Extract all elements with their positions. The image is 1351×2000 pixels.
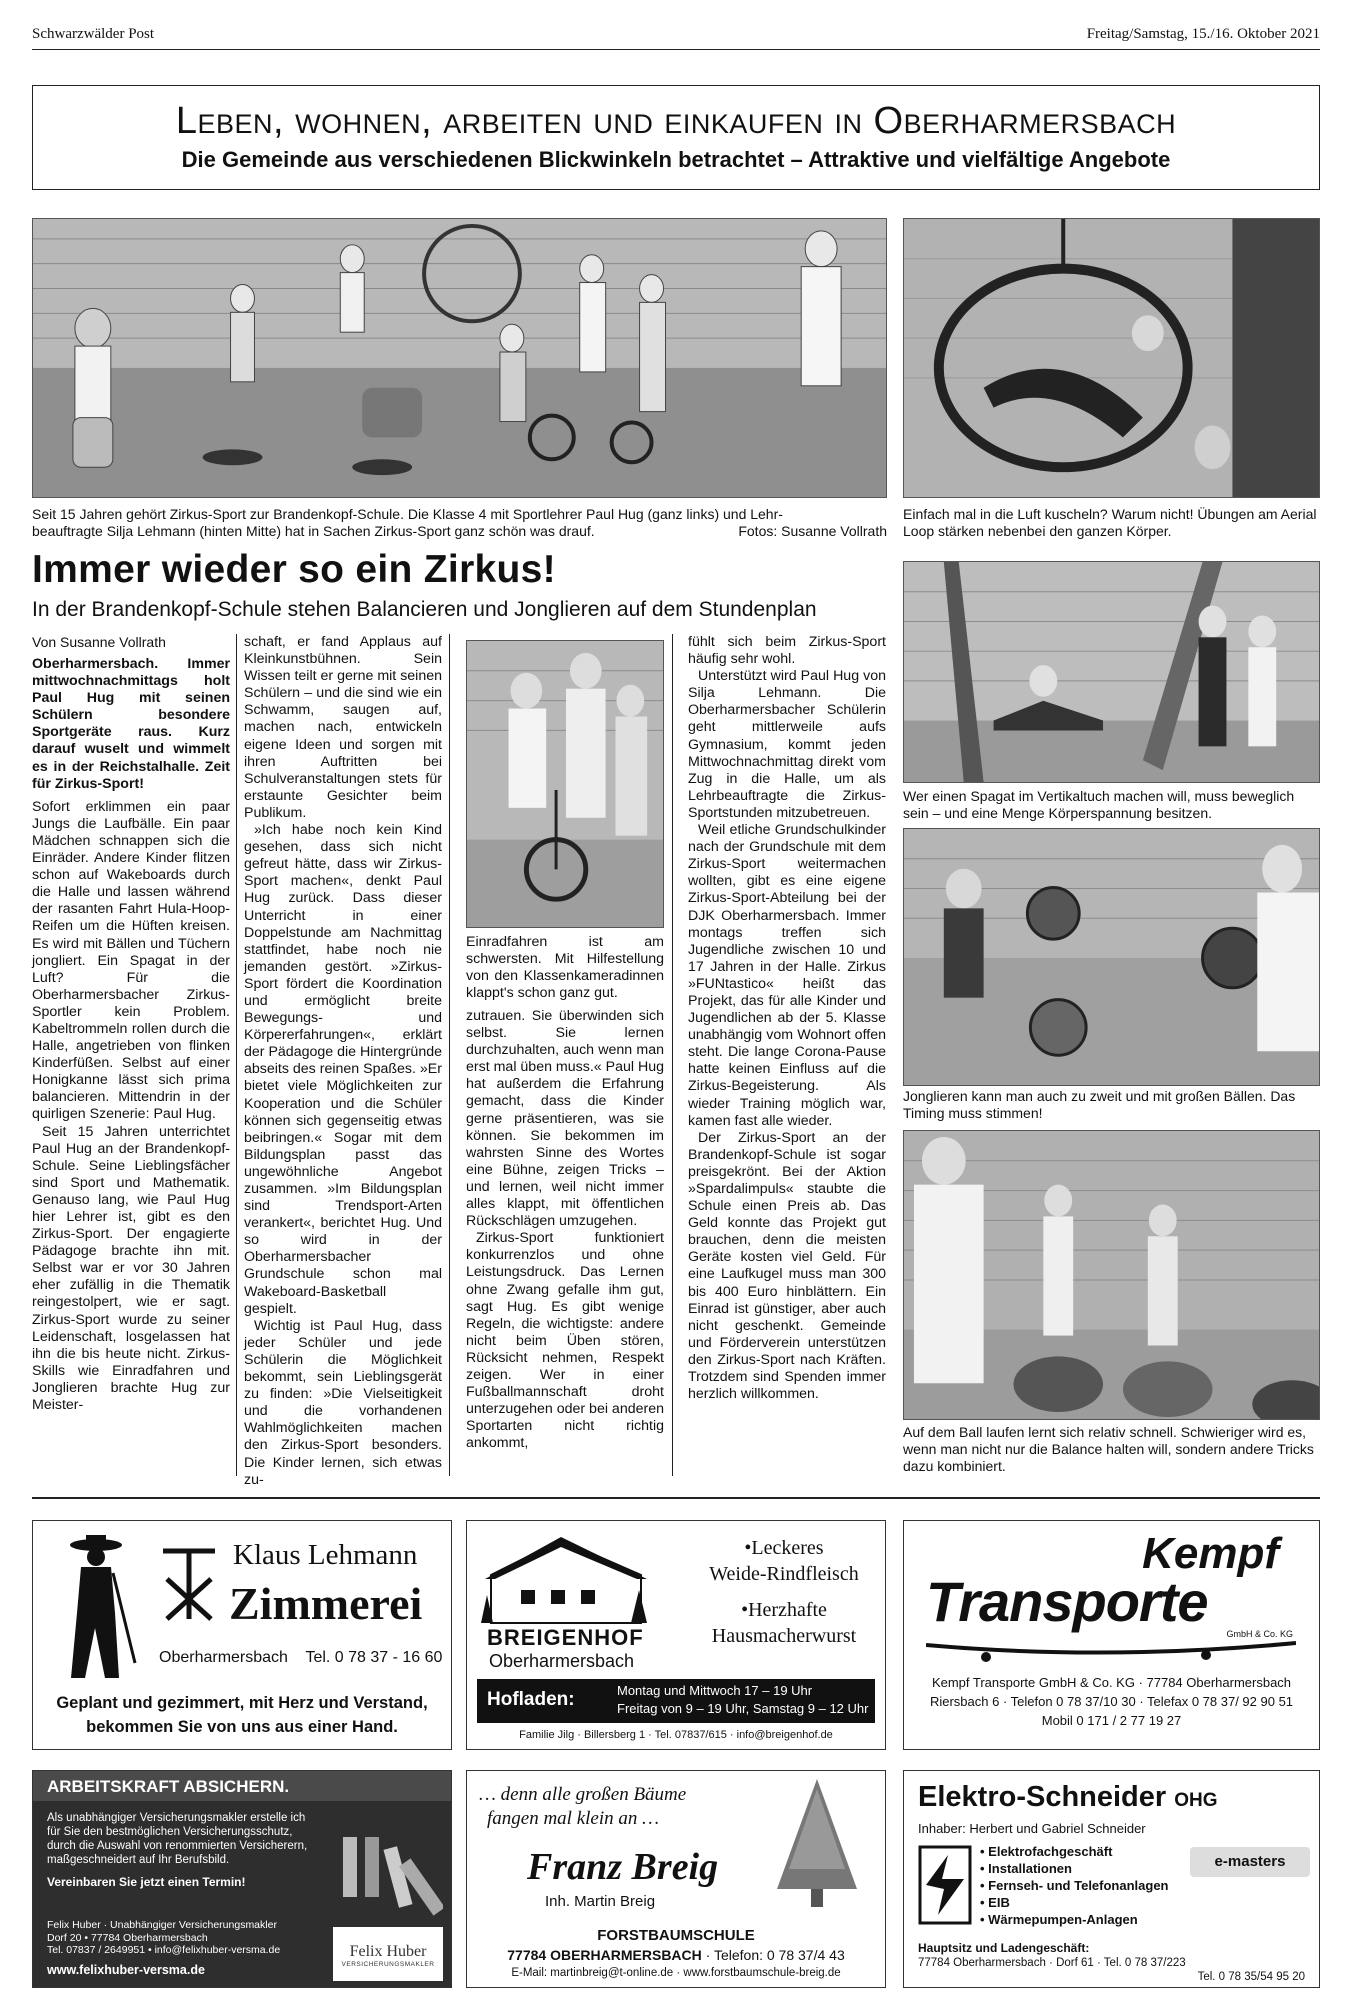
ad-breig-owner: Inh. Martin Breig	[545, 1893, 656, 1910]
ad-kempf-name: Kempf	[1142, 1529, 1279, 1578]
article-title: Immer wieder so ein Zirkus!	[32, 548, 556, 591]
ad-breigenhof: BREIGENHOF Oberharmersbach •Leckeres Weide-Rindfleisch •Herzhafte Hausmacherwurst Hofladen: Montag und Mittwoch 17 – 19 Uhr Freitag von 9 – 19 Uhr, Samstag 9 – 12 Uhr Familie Jilg · Billersberg 1 · Tel. 07837/615 · info@breigenhof.de	[466, 1520, 886, 1750]
ad-zimmerei	[32, 1520, 452, 1750]
caption-unicycle: Einradfahren ist am schwersten. Mit Hilfestellung von den Klassenkameradinnen klappt's schon ganz gut.	[466, 934, 664, 1002]
ad-breig-name: Franz Breig	[527, 1846, 719, 1888]
paragraph: schaft, er fand Applaus auf Kleinkunstbühnen. Sein Wissen teilt er gerne mit seinen Schülern – und die sind wie ein Schwamm, saugen auf, machen nach, entwickeln eigene Ideen und sorgen mit ihren Auftritten bei Schulveranstaltungen stets für erstaunte Gesichter beim Publikum.	[244, 634, 442, 821]
caption-group-photo: Seit 15 Jahren gehört Zirkus-Sport zur Brandenkopf-Schule. Die Klasse 4 mit Sportlehrer Paul Hug (ganz links) und Lehr- beauftragte Silja Lehmann (hinten Mitte) hat in Sachen Zirkus-Sport ganz schön was drauf. Fotos: Susanne Vollrath	[32, 506, 887, 539]
paragraph: Wichtig ist Paul Hug, dass jeder Schüler und jede Schülerin die Möglichkeit bekommt, sein Lieblingsgerät zu finden: »Die Vielseitigkeit und die vorhandenen Wahlmöglichkeiten machen den Zirkus-Sport besonders. Die Kinder lernen, sich etwas zu-	[244, 1317, 442, 1488]
ad-huber-cta: Vereinbaren Sie jetzt einen Termin!	[47, 1875, 246, 1889]
ad-elektro-name: Elektro-Schneider	[918, 1781, 1167, 1813]
ad-huber-web: www.felixhuber-versma.de	[47, 1963, 205, 1977]
ad-section-rule	[32, 1497, 1320, 1499]
domino-icon	[333, 1807, 443, 1917]
ad-huber-logo: Felix Huber	[349, 1943, 427, 1960]
elektro-logo-icon	[918, 1845, 972, 1925]
photo-ball-walk	[903, 1130, 1320, 1420]
ad-breigenhof-place: Oberharmersbach	[489, 1651, 635, 1671]
caption-ball-walk: Auf dem Ball laufen lernt sich relativ schnell. Schwieriger wird es, wenn man nicht nur die Balance halten will, sondern andere Tricks dazu kombiniert.	[903, 1424, 1314, 1474]
column-rule	[672, 634, 673, 1476]
column-rule	[449, 634, 450, 1476]
paragraph: fühlt sich beim Zirkus-Sport häufig sehr wohl.	[688, 634, 886, 668]
e-masters-badge: e-masters	[1190, 1847, 1310, 1877]
ad-kempf-name2: Transporte	[926, 1570, 1208, 1633]
paragraph: Unterstützt wird Paul Hug von Silja Lehmann. Die Oberharmersbacher Schülerin geht mittlerweile aufs Gymnasium, kommt jeden Mittwochnachmittag direkt vom Zug in die Halle, um als Lehrbeauftragte die Zirkus-Sportstunden mitzubetreuen.	[688, 668, 886, 821]
article-column-3	[466, 1008, 664, 1452]
article-column-4	[688, 634, 886, 1403]
ad-zimmerei-place: Oberharmersbach	[159, 1649, 288, 1666]
byline: Von Susanne Vollrath	[32, 634, 166, 650]
paragraph: Seit 15 Jahren unterrichtet Paul Hug an der Brandenkopf-Schule. Seine Lieblingsfächer sind Sport und Mathematik. Genauso lang, wie Paul Hug hier Lehrer ist, gibt es den Zirkus-Sport. Der engagierte Pädagoge brachte ihn mit. Selbst war er vor 30 Jahren eher zufällig in die Thematik reingestolpert, wie er sagt. Zirkus-Sport wurde zu seiner Leidenschaft, losgelassen hat ihn die bis heute nicht. Zirkus-Skills wie Einradfahren und Jonglieren brachte Hug zur Meister-	[32, 1123, 230, 1414]
ad-kempf: Kempf Transporte GmbH & Co. KG Kempf Transporte GmbH & Co. KG · 77784 Oberharmersbach Riersbach 6 · Telefon 0 78 37/10 30 · Telefax 0 78 37/ 92 90 51 Mobil 0 171 / 2 77 19 27	[903, 1520, 1320, 1750]
photo-unicycle	[466, 640, 664, 928]
article-column-2	[244, 634, 442, 1489]
ad-franz-breig: … denn alle großen Bäume fangen mal klein an … Franz Breig Inh. Martin Breig FORSTBAUMSCHULE 77784 OBERHARMERSBACH · Telefon: 0 78 37/4 43 E-Mail: martinbreig@t-online.de · www.forstbaumschule-breig.de	[466, 1770, 886, 1988]
caption-aerial: Einfach mal in die Luft kuscheln? Warum nicht! Übungen am Aerial Loop stärken nebenbei den ganzen Körper.	[903, 506, 1317, 539]
paragraph: Weil etliche Grundschulkinder nach der Grundschule mit dem Zirkus-Sport weitermachen wollten, gibt es eine eigene Zirkus-Sport-Abteilung bei der DJK Oberharmersbach. Immer montags treffen sich Jugendliche zwischen 10 und 17 Jahren in der Halle. Zirkus »FUNtastico« heißt das Projekt, das für alle Kinder und Jugendlichen ab der 5. Klasse unabhängig vom Wohnort offen steht. Die lange Corona-Pause hatte keinen Einfluss auf die Zirkus-Begeisterung. Als wieder Training möglich war, kamen fast alle wieder.	[688, 822, 886, 1129]
ad-breig-mail: E-Mail: martinbreig@t-online.de · www.forstbaumschule-breig.de	[511, 1967, 841, 1979]
zimmerei-logo-icon	[159, 1543, 219, 1623]
article-subtitle: In der Brandenkopf-Schule stehen Balancieren und Jonglieren auf dem Stundenplan	[32, 598, 817, 621]
paragraph: Sofort erklimmen ein paar Jungs die Laufbälle. Ein paar Mädchen schnappen sich die Einräder. Andere Kinder flitzen schon auf Wakeboards durch die Halle und lassen während der rasanten Fahrt Hula-Hoop-Reifen um die Hüften kreisen. Es wird mit Bällen und Tüchern jongliert. Ein Spagat in der Luft? Für die Oberharmersbacher Zirkus-Sportler kein Problem. Kabeltrommeln rollen durch die Halle, angetrieben von flinken Kinderfüßen. Selbst auf einer Honigkanne lässt sich prima balancieren. Mittendrin in der quirligen Szenerie: Paul Hug.	[32, 798, 230, 1123]
ad-breigenhof-hours: Hofladen: Montag und Mittwoch 17 – 19 Uhr Freitag von 9 – 19 Uhr, Samstag 9 – 12 Uhr	[477, 1679, 875, 1723]
farmhouse-icon	[481, 1535, 651, 1625]
photo-spagat	[903, 561, 1320, 783]
truck-swoosh-icon	[926, 1639, 1296, 1663]
paragraph: Zirkus-Sport funktioniert konkurrenzlos und ohne Leistungsdruck. Das Lernen ohne Zwang gefalle ihm gut, sagt Hug. Es gibt wenige Regeln, die wichtigste: andere nicht beim Üben stören, Rücksicht nehmen, Respekt zeigen. Wer in einer Fußballmannschaft droht unterzugehen oder bei anderen Sportarten nicht richtig ankommt,	[466, 1230, 664, 1452]
paragraph: »Ich habe noch kein Kind gesehen, dass sich nicht gefreut hätte, dass wir Zirkus-Sport machen«, denkt Paul Hug zurück. Dass dieser Unterricht in einer Doppelstunde am Nachmittag stattfindet, habe noch nie jemanden gestört. »Zirkus-Sport fördert die Koordination und ermöglicht breite Bewegungs- und Körpererfahrungen«, erklärt der Pädagoge die Hintergründe abseits des reinen Spaßes. »Er bietet viele Möglichkeiten zur Kooperation und die Schüler können sich gegenseitig etwas beibringen.« Sogar mit dem Bildungsplan passt das ungewöhnliche Angebot zusammen. »Im Bildungsplan sind Trendsport-Arten verankert«, berichtet Hug. Und so wird in der Oberharmersbacher Grundschule schon mal Wakeboard-Basketball gespielt.	[244, 822, 442, 1317]
paragraph: Der Zirkus-Sport an der Brandenkopf-Schule ist sogar preisgekrönt. Bei der Aktion »Spardalimpuls« staubte die Schule einen Preis ab. Das Geld konnte das Projekt gut brauchen, denn die meisten Geräte kosten viel Geld. Für eine Laufkugel muss man 300 bis 400 Euro hinblättern. Ein Einrad ist günstiger, aber auch nicht geschenkt. Gemeinde und Förderverein unterstützen den Zirkus-Sport nach Kräften. Trotzdem sind Spenden immer herzlich willkommen.	[688, 1129, 886, 1403]
ad-breigenhof-contact: Familie Jilg · Billersberg 1 · Tel. 07837/615 · info@breigenhof.de	[519, 1729, 833, 1741]
paragraph: zutrauen. Sie überwinden sich selbst. Sie lernen durchzuhalten, auch wenn man erst mal üben muss.« Paul Hug hat außerdem die Erfahrung gemacht, dass die Kinder gerne präsentieren, was sie können. Sie bekommen im wahrsten Sinne des Wortes eine Bühne, zeigen Tricks – und lernen, weil nicht immer alles klappt, mit öffentlichen Rückschlägen umzugehen.	[466, 1008, 664, 1230]
ad-elektro-owners: Inhaber: Herbert und Gabriel Schneider	[918, 1821, 1146, 1836]
column-rule	[236, 634, 237, 1476]
caption-juggle: Jonglieren kann man auch zu zweit und mit großen Bällen. Das Timing muss stimmen!	[903, 1088, 1296, 1121]
article-column-1	[32, 656, 230, 1414]
ad-zimmerei-trade: Zimmerei	[229, 1578, 423, 1629]
fir-tree-icon	[767, 1779, 867, 1909]
caption-spagat: Wer einen Spagat im Vertikaltuch machen will, muss beweglich sein – und eine Menge Körperspannung besitzen.	[903, 788, 1295, 821]
ad-zimmerei-slogan: bekommen Sie von uns aus einer Hand.	[86, 1718, 398, 1736]
photo-aerial-loop	[903, 218, 1320, 498]
ad-zimmerei-owner: Klaus Lehmann	[233, 1539, 418, 1571]
section-subtitle: Die Gemeinde aus verschiedenen Blickwinkeln betrachtet – Attraktive und vielfältige Angebote	[181, 147, 1171, 172]
ad-felix-huber: ARBEITSKRAFT ABSICHERN. Als unabhängiger Versicherungsmakler erstelle ich für Sie den bestmöglichen Versicherungsschutz, durch die Auswahl von renommierten Versicherern, maßgeschneidert auf Ihr Berufsbild. Vereinbaren Sie jetzt einen Termin! Felix Huber · Unabhängiger Versicherungsmakler Dorf 20 • 77784 Oberharmersbach Tel. 07837 / 2649951 • info@felixhuber-versma.de www.felixhuber-versma.de Felix Huber VERSICHERUNGSMAKLER	[32, 1770, 452, 1988]
photo-juggle	[903, 828, 1320, 1086]
ad-huber-heading: ARBEITSKRAFT ABSICHERN.	[47, 1777, 290, 1796]
ad-zimmerei-slogan: Geplant und gezimmert, mit Herz und Verstand,	[56, 1694, 428, 1712]
photo-credit: Fotos: Susanne Vollrath	[738, 523, 887, 539]
paper-name: Schwarzwälder Post	[32, 26, 155, 42]
issue-date: Freitag/Samstag, 15./16. Oktober 2021	[1086, 26, 1320, 42]
ad-breigenhof-name: BREIGENHOF	[487, 1625, 644, 1650]
article-lead: Oberharmersbach. Immer mittwochnachmittags holt Paul Hug mit seinen Schülern besondere Sportgeräte raus. Kurz darauf wuselt und wimmelt es in der Reichstalhalle. Zeit für Zirkus-Sport!	[32, 656, 230, 792]
photo-group	[32, 218, 887, 498]
carpenter-figure-icon	[51, 1533, 141, 1683]
masthead	[32, 22, 1320, 50]
ad-zimmerei-phone: Tel. 0 78 37 - 16 60	[305, 1649, 443, 1666]
section-header	[32, 85, 1320, 190]
section-title: Leben, wohnen, arbeiten und einkaufen in Oberharmersbach	[175, 100, 1177, 142]
ad-elektro-schneider: Elektro-Schneider OHG Inhaber: Herbert und Gabriel Schneider • Elektrofachgeschäft • Installationen • Fernseh- und Telefonanlagen • EIB • Wärmepumpen-Anlagen e-masters Hauptsitz und Ladengeschäft: 77784 Oberharmersbach · Dorf 61 · Tel. 0 78 37/223 Tel. 0 78 35/54 95 20	[903, 1770, 1320, 1988]
